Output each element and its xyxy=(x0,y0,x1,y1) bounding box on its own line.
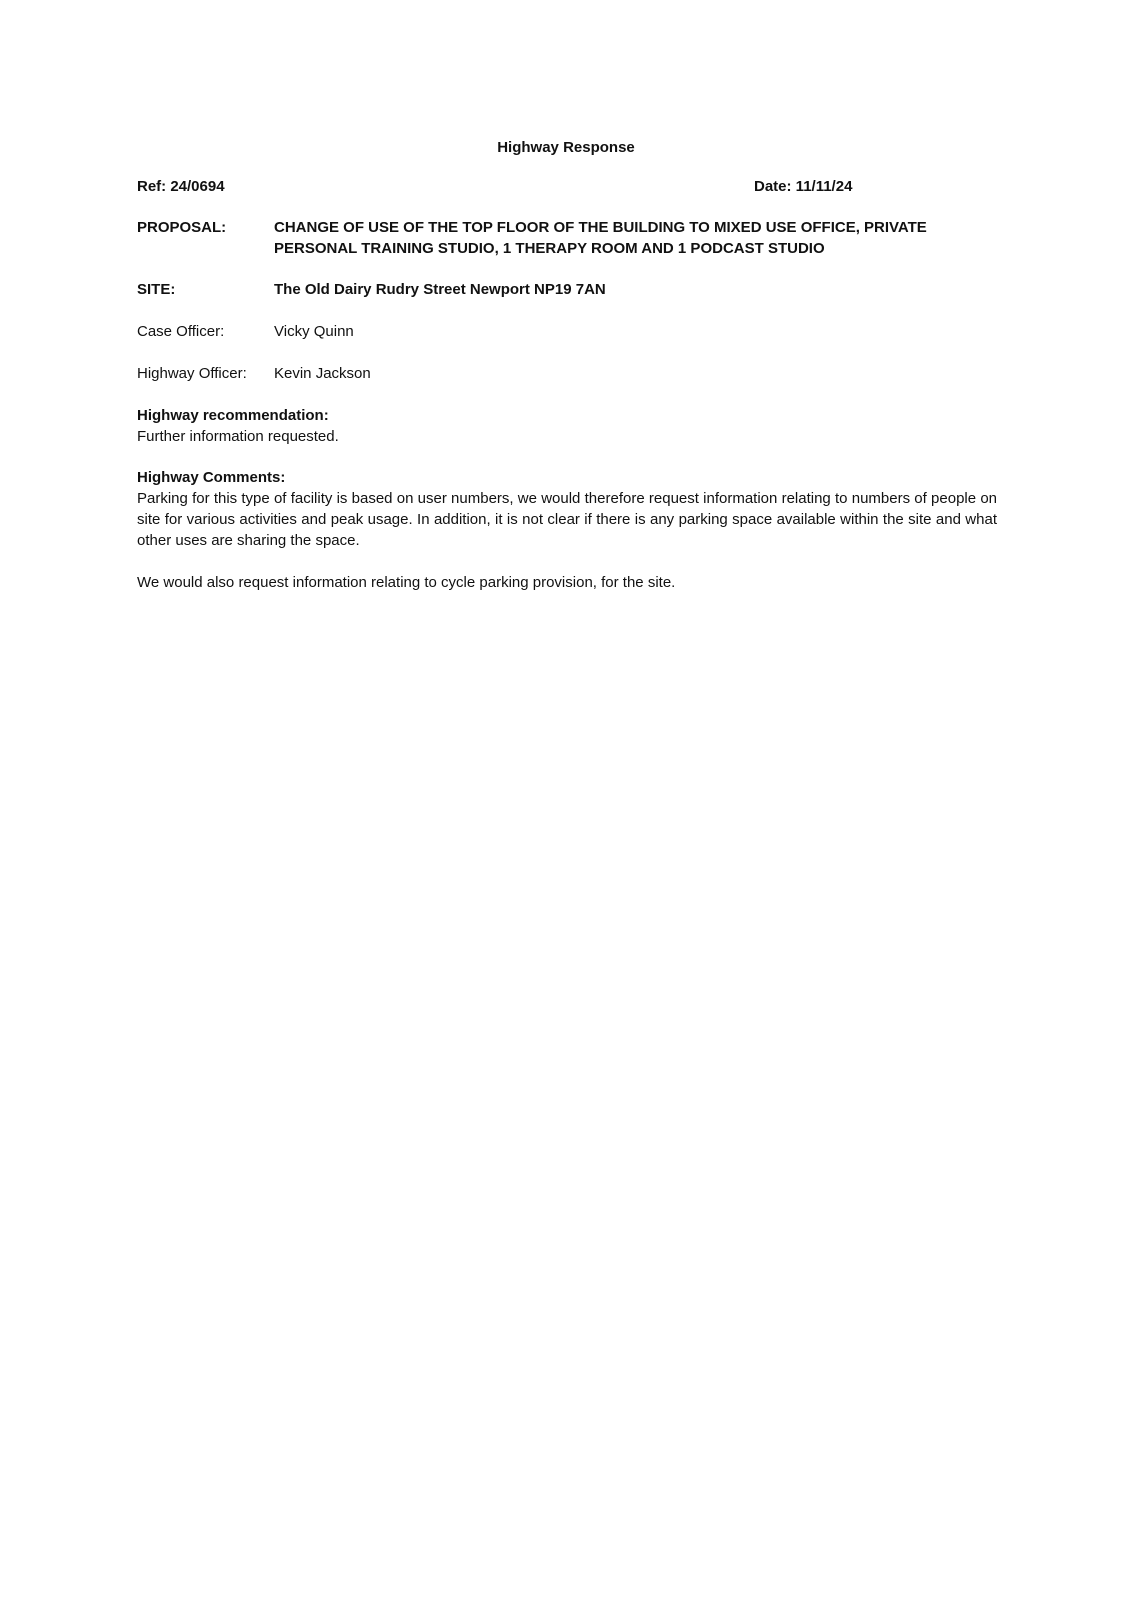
case-officer-label: Case Officer: xyxy=(137,323,225,340)
proposal-text: CHANGE OF USE OF THE TOP FLOOR OF THE BUILDING TO MIXED USE OFFICE, PRIVATE PERSONAL TRAINING STUDIO, 1 THERAPY ROOM AND 1 PODCAST STUDIO xyxy=(274,219,927,257)
comments-paragraph-1: Parking for this type of facility is based on user numbers, we would therefore request information relating to numbers of people on site for various activities and peak usage. In addition, it is not clear if there is any parking space available within the site and what other uses are sharing the space. xyxy=(137,490,997,549)
document-date: Date: 11/11/24 xyxy=(754,178,853,195)
recommendation-section xyxy=(137,405,997,447)
proposal-label: PROPOSAL: xyxy=(137,219,227,236)
site-label: SITE: xyxy=(137,281,176,298)
comments-heading: Highway Comments: xyxy=(137,469,286,486)
recommendation-text: Further information requested. xyxy=(137,428,339,445)
recommendation-heading: Highway recommendation: xyxy=(137,407,329,424)
document-title: Highway Response xyxy=(497,139,635,156)
site-address: The Old Dairy Rudry Street Newport NP19 7AN xyxy=(274,281,606,298)
reference-number: Ref: 24/0694 xyxy=(137,178,225,195)
highway-officer-label: Highway Officer: xyxy=(137,365,247,382)
comments-paragraph-2: We would also request information relating to cycle parking provision, for the site. xyxy=(137,574,676,591)
highway-officer-name: Kevin Jackson xyxy=(274,365,371,382)
case-officer-name: Vicky Quinn xyxy=(274,323,354,340)
comments-section xyxy=(137,467,997,551)
